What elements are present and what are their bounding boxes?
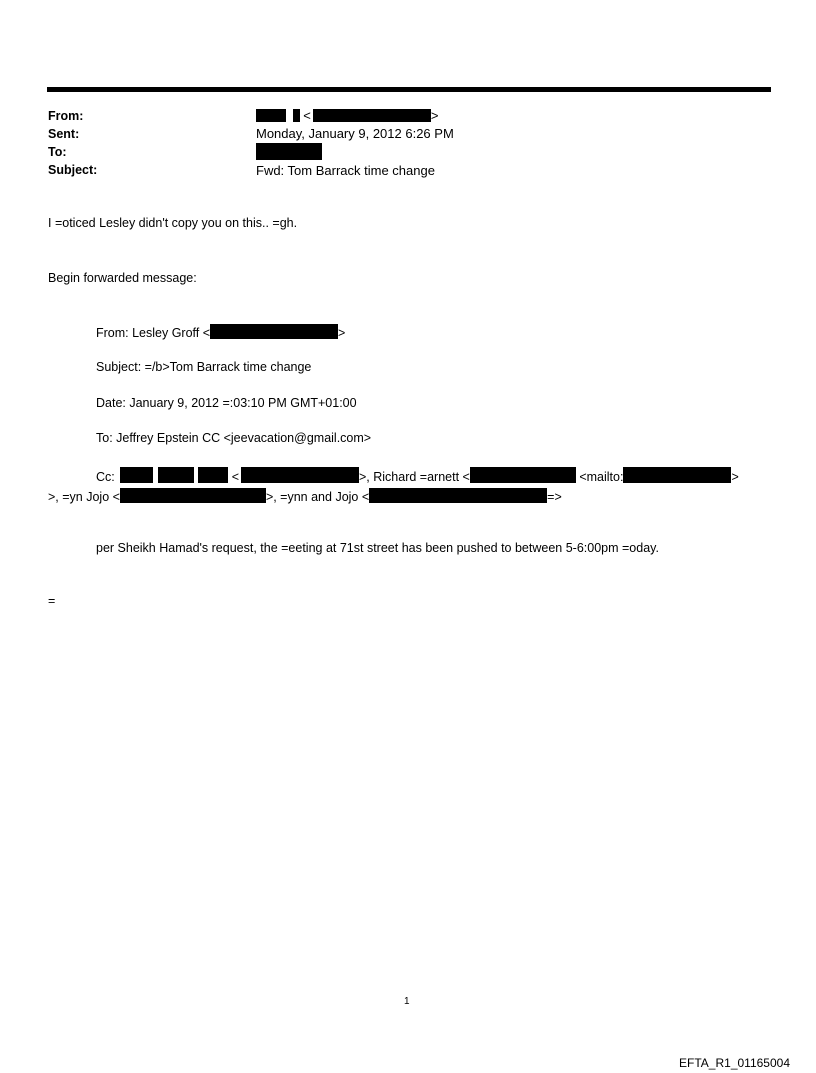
redaction-block: [623, 467, 731, 483]
redaction-block: [120, 467, 153, 483]
from-close-bracket: >: [430, 108, 439, 123]
cc2-end: =>: [547, 490, 562, 504]
redaction-block: [241, 467, 359, 483]
sent-label: Sent:: [48, 127, 80, 141]
begin-forwarded-line: Begin forwarded message:: [48, 271, 197, 285]
redaction-block: [293, 109, 300, 122]
bates-number: EFTA_R1_01165004: [679, 1056, 790, 1070]
forwarded-from-suffix: >: [338, 326, 346, 340]
header-rule: [47, 87, 771, 92]
sent-value: Monday, January 9, 2012 6:26 PM: [256, 126, 454, 141]
from-value: [256, 108, 438, 123]
forwarded-subject-line: Subject: =/b>Tom Barrack time change: [96, 360, 312, 374]
cc-close-bracket: >: [731, 470, 739, 484]
redaction-block: [470, 467, 576, 483]
forwarded-from-prefix: From: Lesley Groff <: [96, 326, 211, 340]
forwarded-to-line: To: Jeffrey Epstein CC <jeevacation@gmail.com>: [96, 431, 372, 445]
trailing-equals: =: [48, 594, 56, 608]
forwarded-from-line: [96, 324, 345, 340]
redaction-block: [198, 467, 228, 483]
intro-line: I =oticed Lesley didn't copy you on this.. =gh.: [48, 216, 298, 230]
redaction-block: [256, 109, 286, 122]
cc-label: Cc:: [96, 470, 115, 484]
cc-richard: >, Richard =arnett <: [359, 470, 470, 484]
from-label: From:: [48, 109, 84, 123]
forwarded-cc-line: [96, 467, 739, 484]
redaction-block: [369, 488, 547, 503]
cc2-mid: >, =ynn and Jojo <: [265, 490, 370, 504]
forwarded-date-line: Date: January 9, 2012 =:03:10 PM GMT+01:00: [96, 396, 357, 410]
subject-label: Subject:: [48, 163, 98, 177]
to-label: To:: [48, 145, 67, 159]
redaction-block: [210, 324, 338, 339]
cc2-start: >, =yn Jojo <: [48, 490, 120, 504]
cc-open-bracket: <: [231, 470, 239, 484]
message-line: per Sheikh Hamad's request, the =eeting at 71st street has been pushed to between 5-6:00pm =oday.: [96, 541, 659, 555]
redaction-block: [256, 143, 322, 160]
to-value: [256, 143, 322, 161]
cc-mailto: <mailto:: [579, 470, 624, 484]
redaction-block: [313, 109, 431, 122]
from-open-bracket: <: [303, 108, 311, 123]
subject-value: Fwd: Tom Barrack time change: [256, 163, 435, 178]
redaction-block: [120, 488, 266, 503]
redaction-block: [158, 467, 194, 483]
page-number: 1: [404, 996, 410, 1007]
forwarded-cc-continuation: [48, 488, 562, 504]
